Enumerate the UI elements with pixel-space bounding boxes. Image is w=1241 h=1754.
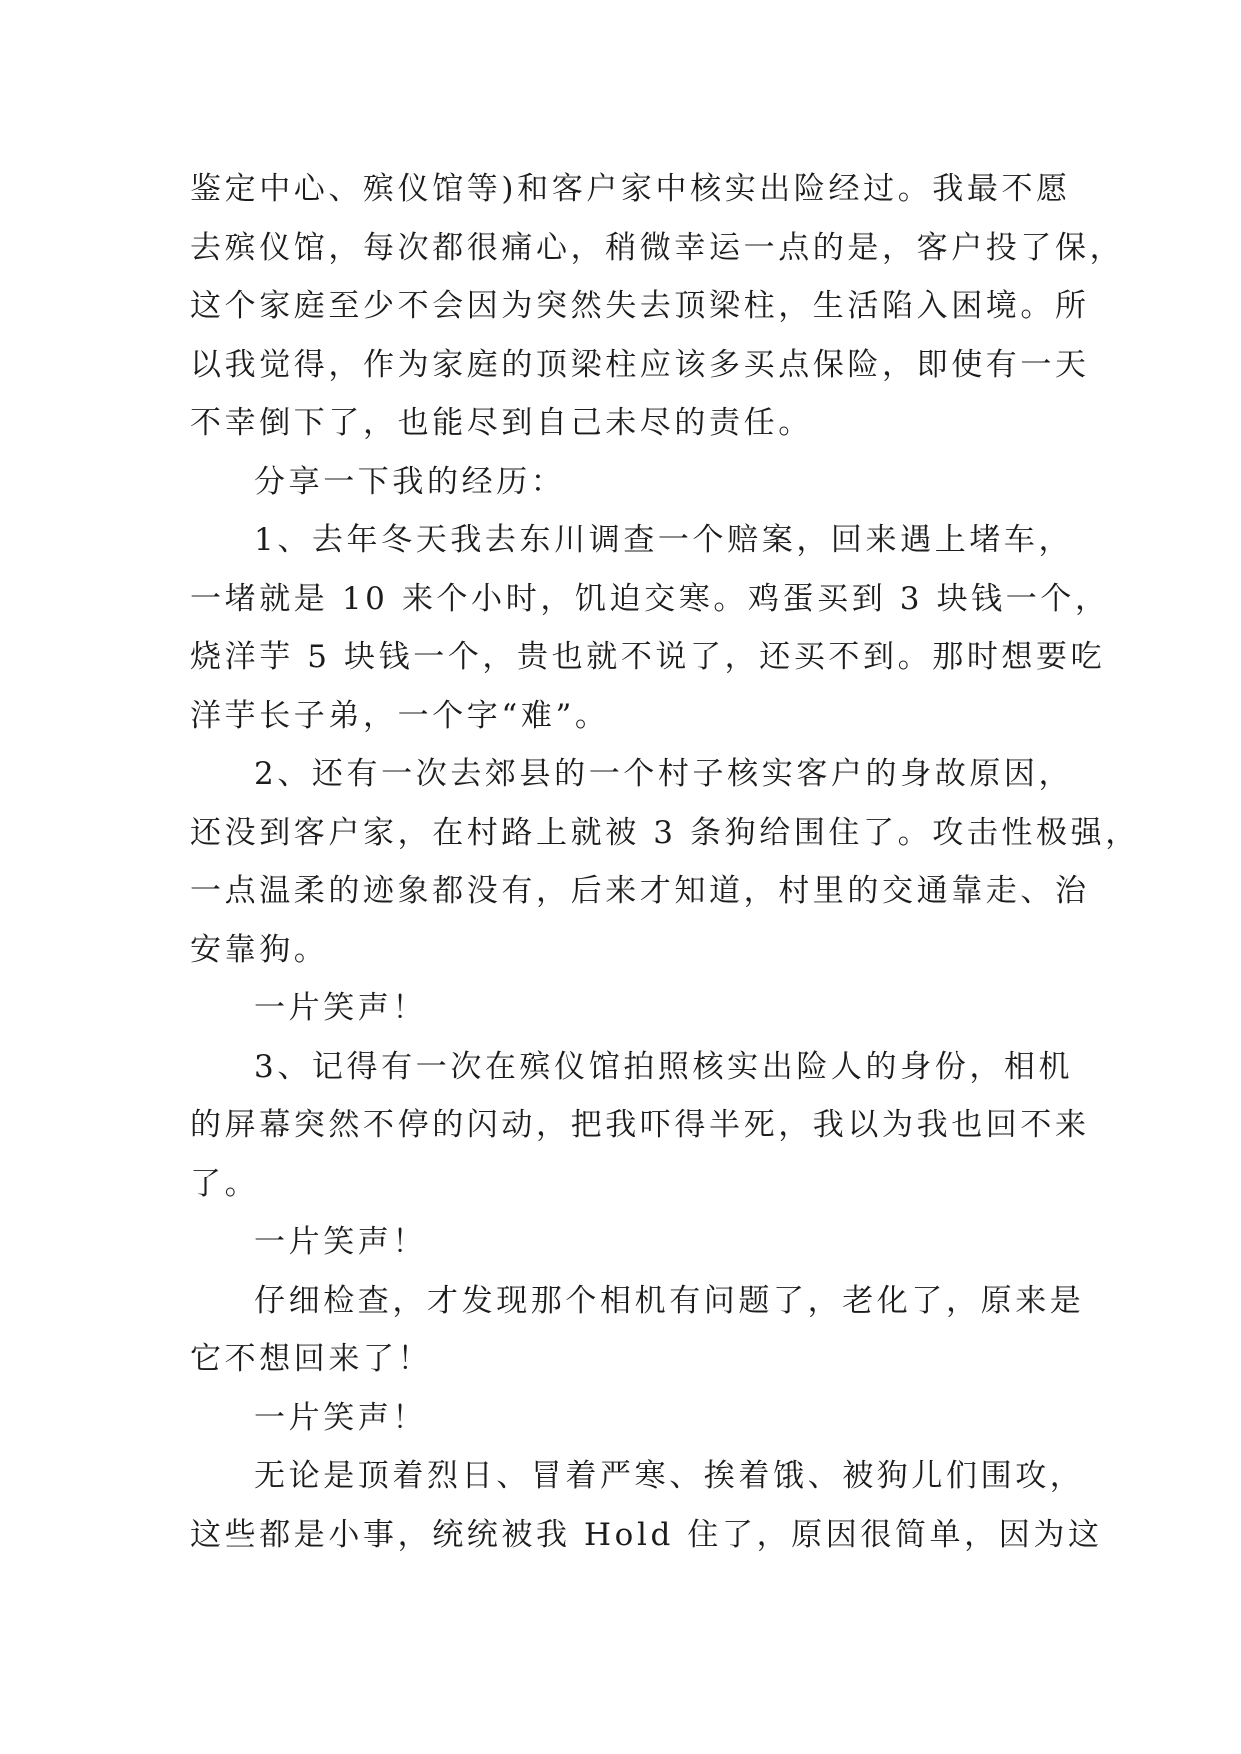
text-line: 烧洋芋 5 块钱一个，贵也就不说了，还买不到。那时想要吃	[190, 639, 1106, 675]
text-line: 3、记得有一次在殡仪馆拍照核实出险人的身份，相机	[254, 1048, 1074, 1085]
body-text	[190, 160, 1140, 1564]
text-line: 洋芋长子弟，一个字“难”。	[190, 697, 610, 734]
text-line: 分享一下我的经历：	[254, 463, 566, 500]
text-line: 这个家庭至少不会因为突然失去顶梁柱，生活陷入困境。所	[190, 288, 1090, 324]
text-line: 安靠狗。	[190, 931, 329, 968]
text-line: 的屏幕突然不停的闪动，把我吓得半死，我以为我也回不来	[190, 1107, 1090, 1143]
text-line: 它不想回来了！	[190, 1341, 433, 1377]
text-line: 这些都是小事，统统被我 Hold 住了，原因很简单，因为这	[190, 1516, 1103, 1553]
text-line: 一点温柔的迹象都没有，后来才知道，村里的交通靠走、治	[190, 873, 1090, 909]
text-line: 鉴定中心、殡仪馆等)和客户家中核实出险经过。我最不愿	[190, 171, 1071, 207]
text-line: 不幸倒下了，也能尽到自己未尽的责任。	[190, 405, 813, 441]
text-line: 无论是顶着烈日、冒着严寒、挨着饿、被狗儿们围攻，	[254, 1458, 1085, 1494]
text-line: 一堵就是 10 来个小时，饥迫交寒。鸡蛋买到 3 块钱一个，	[190, 580, 1110, 617]
text-line: 了。	[190, 1165, 260, 1202]
text-line: 一片笑声！	[254, 1399, 427, 1436]
text-line: 一片笑声！	[254, 1224, 427, 1260]
text-line: 以我觉得，作为家庭的顶梁柱应该多买点保险，即使有一天	[190, 346, 1090, 383]
text-line: 还没到客户家，在村路上就被 3 条狗给围住了。攻击性极强，	[190, 814, 1140, 851]
text-line: 去殡仪馆，每次都很痛心，稍微幸运一点的是，客户投了保，	[190, 229, 1125, 266]
text-line: 一片笑声！	[254, 990, 427, 1026]
text-line: 2、还有一次去郊县的一个村子核实客户的身故原因，	[254, 756, 1074, 792]
text-line: 1、去年冬天我去东川调查一个赔案，回来遇上堵车，	[254, 522, 1074, 558]
text-line: 仔细检查，才发现那个相机有问题了，老化了，原来是	[254, 1282, 1085, 1319]
